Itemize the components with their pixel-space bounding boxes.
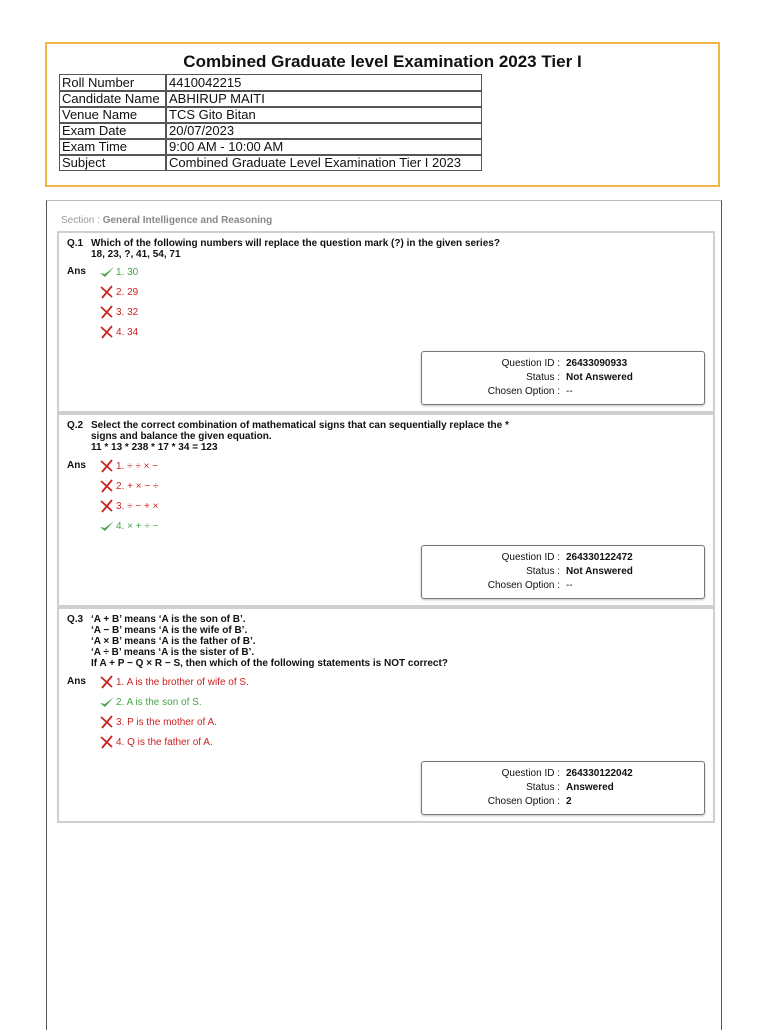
info-label: Subject <box>59 154 166 171</box>
info-row-exam-time <box>59 138 482 154</box>
question-status-box <box>421 545 705 599</box>
cross-icon <box>99 735 115 749</box>
question-id-label: Question ID : <box>501 552 560 563</box>
question-text-line: 11 * 13 * 238 * 17 * 34 = 123 <box>91 442 218 453</box>
answer-option-3 <box>99 499 158 513</box>
info-row-exam-date <box>59 122 482 138</box>
question-text <box>91 420 511 453</box>
question-id-value: 264330122472 <box>566 552 633 563</box>
question-text-line: ‘A × B’ means ‘A is the father of B’. <box>91 636 256 647</box>
chosen-option-label: Chosen Option : <box>487 386 560 397</box>
info-label: Exam Time <box>59 138 166 154</box>
option-text: 3. P is the mother of A. <box>116 716 217 728</box>
question-status-box <box>421 761 705 815</box>
answer-option-4 <box>99 735 213 749</box>
chosen-option-row <box>422 796 704 810</box>
question-number: Q.2 <box>67 420 84 431</box>
status-label: Status : <box>526 782 560 793</box>
info-value: ABHIRUP MAITI <box>166 90 482 106</box>
option-text: 3. 32 <box>116 306 139 318</box>
question-number: Q.3 <box>67 614 84 625</box>
cross-icon <box>99 325 115 339</box>
cross-icon <box>99 479 115 493</box>
question-card-3 <box>57 607 715 823</box>
ans-label: Ans <box>67 266 86 277</box>
chosen-option-value: 2 <box>566 796 572 807</box>
cross-icon <box>99 499 115 513</box>
info-value: Combined Graduate Level Examination Tier I 2023 <box>166 154 482 171</box>
info-value: 4410042215 <box>166 74 482 90</box>
answer-option-4 <box>99 325 138 339</box>
info-row-venue-name <box>59 106 482 122</box>
question-status-box <box>421 351 705 405</box>
option-text: 4. 34 <box>116 326 139 338</box>
option-text: 1. 30 <box>116 266 139 278</box>
chosen-option-row <box>422 386 704 400</box>
question-text-line: ‘A − B’ means ‘A is the wife of B’. <box>91 625 248 636</box>
info-value: TCS Gito Bitan <box>166 106 482 122</box>
question-id-row <box>422 358 704 372</box>
status-value: Answered <box>566 782 614 793</box>
cross-icon <box>99 715 115 729</box>
option-text: 1. ÷ ÷ × − <box>116 460 159 472</box>
status-label: Status : <box>526 566 560 577</box>
question-text-line: Select the correct combination of mathematical signs that can sequentially replace the * <box>91 420 509 431</box>
chosen-option-label: Chosen Option : <box>487 796 560 807</box>
info-value: 20/07/2023 <box>166 122 482 138</box>
answer-option-3 <box>99 305 138 319</box>
question-number: Q.1 <box>67 238 84 249</box>
info-label: Exam Date <box>59 122 166 138</box>
option-text: 4. Q is the father of A. <box>116 736 213 748</box>
question-card-2 <box>57 413 715 607</box>
question-id-value: 26433090933 <box>566 358 628 369</box>
answer-option-1 <box>99 675 249 689</box>
chosen-option-value: -- <box>566 386 573 397</box>
answer-option-2 <box>99 479 158 493</box>
check-icon <box>99 519 115 533</box>
answer-option-1 <box>99 459 158 473</box>
question-id-row <box>422 768 704 782</box>
section-prefix: Section : <box>61 215 100 226</box>
question-id-label: Question ID : <box>501 358 560 369</box>
question-id-value: 264330122042 <box>566 768 633 779</box>
section-heading <box>61 215 272 226</box>
info-label: Candidate Name <box>59 90 166 106</box>
ans-label: Ans <box>67 676 86 687</box>
info-row-candidate-name <box>59 90 482 106</box>
cross-icon <box>99 305 115 319</box>
option-text: 2. A is the son of S. <box>116 696 202 708</box>
question-id-row <box>422 552 704 566</box>
answer-option-2 <box>99 695 202 709</box>
status-row <box>422 566 704 580</box>
candidate-info-table <box>59 74 482 171</box>
question-text-line: signs and balance the given equation. <box>91 431 272 442</box>
question-card-1 <box>57 231 715 413</box>
info-label: Venue Name <box>59 106 166 122</box>
status-row <box>422 782 704 796</box>
option-text: 2. + × − ÷ <box>116 480 159 492</box>
answer-option-3 <box>99 715 217 729</box>
chosen-option-row <box>422 580 704 594</box>
question-id-label: Question ID : <box>501 768 560 779</box>
answer-option-4 <box>99 519 158 533</box>
chosen-option-value: -- <box>566 580 573 591</box>
section-name: General Intelligence and Reasoning <box>102 215 273 226</box>
exam-header-card <box>45 42 720 187</box>
status-value: Not Answered <box>566 372 633 383</box>
page-title: Combined Graduate level Examination 2023 Tier I <box>183 52 582 71</box>
answer-option-1 <box>99 265 138 279</box>
cross-icon <box>99 285 115 299</box>
option-text: 4. × + ÷ − <box>116 520 159 532</box>
info-row-subject <box>59 154 482 171</box>
check-icon <box>99 265 115 279</box>
status-label: Status : <box>526 372 560 383</box>
cross-icon <box>99 675 115 689</box>
info-row-roll-number <box>59 74 482 90</box>
answer-option-2 <box>99 285 138 299</box>
status-row <box>422 372 704 386</box>
option-text: 2. 29 <box>116 286 139 298</box>
info-value: 9:00 AM - 10:00 AM <box>166 138 482 154</box>
question-text-line: If A + P − Q × R − S, then which of the following statements is NOT correct? <box>91 658 448 669</box>
option-text: 3. ÷ − + × <box>116 500 159 512</box>
chosen-option-label: Chosen Option : <box>487 580 560 591</box>
cross-icon <box>99 459 115 473</box>
question-text <box>91 614 511 669</box>
check-icon <box>99 695 115 709</box>
info-label: Roll Number <box>59 74 166 90</box>
question-text-line: Which of the following numbers will replace the question mark (?) in the given series? <box>91 238 500 249</box>
question-text-line: ‘A + B’ means ‘A is the son of B’. <box>91 614 246 625</box>
ans-label: Ans <box>67 460 86 471</box>
question-text-line: 18, 23, ?, 41, 54, 71 <box>91 249 181 260</box>
question-text <box>91 238 511 260</box>
question-panel <box>46 200 722 1030</box>
option-text: 1. A is the brother of wife of S. <box>116 676 249 688</box>
status-value: Not Answered <box>566 566 633 577</box>
question-text-line: ‘A ÷ B’ means ‘A is the sister of B’. <box>91 647 255 658</box>
